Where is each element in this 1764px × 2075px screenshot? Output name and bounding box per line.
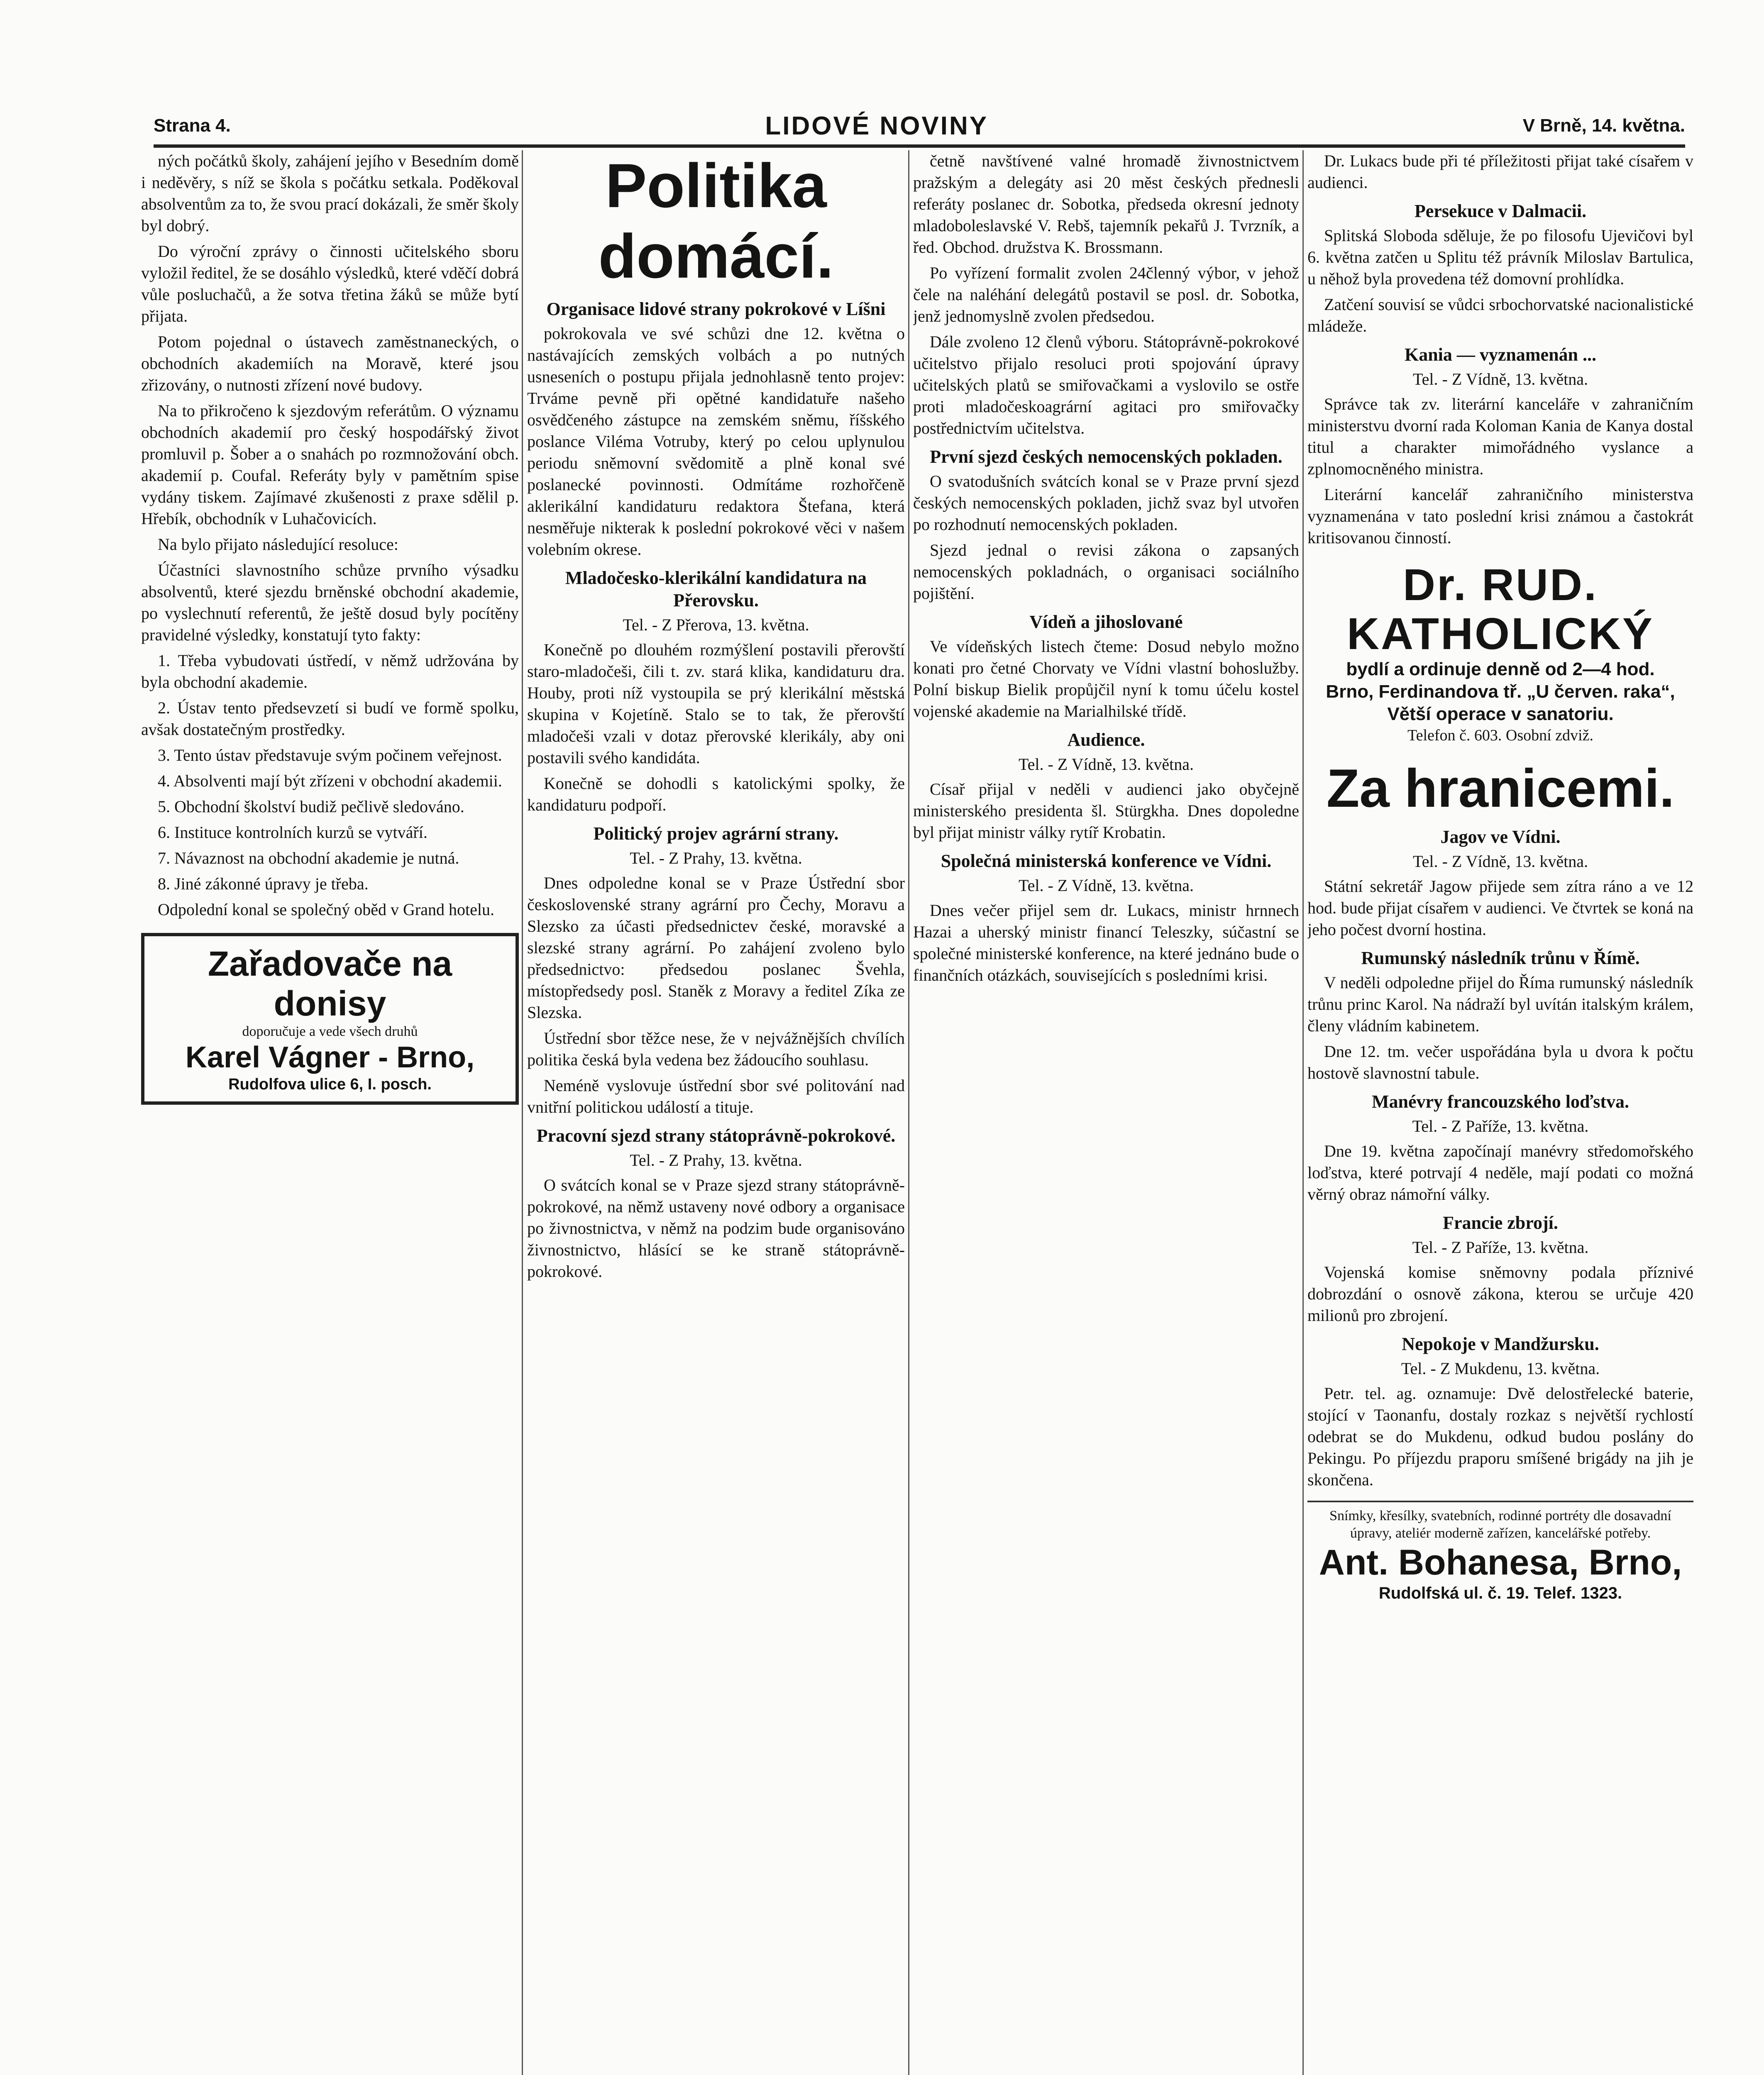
article-paragraph: Neméně vyslovuje ústřední sbor své politování nad vnitřní politickou událostí a tituje. bbox=[527, 1076, 905, 1116]
article-paragraph: Petr. tel. ag. oznamuje: Dvě delostřelecké baterie, stojící v Taonanfu, dostaly rozkaz s největší rychlostí odebrat se do Mukdenu, odkud budou poslány do Pekingu. Po příjezdu praporu smíšené brigády na jih je skončena. bbox=[1307, 1384, 1693, 1489]
section-title-abroad: Za hranicemi. bbox=[1326, 758, 1675, 818]
ad-address: Brno, Ferdinandova tř. „U červen. raka“, bbox=[1326, 681, 1675, 702]
article-headline: Pracovní sjezd strany státoprávně-pokrokové. bbox=[536, 1125, 896, 1146]
article-paragraph: Do výroční zprávy o činnosti učitelského sboru vyložil ředitel, že se dosáhlo výsledků, které vděčí dobrá vůle posluchačů, a že sotva třetina žáků se může bytí přijata. bbox=[141, 242, 519, 325]
vagner-ad bbox=[141, 933, 519, 1105]
article-dateline: Tel. - Z Prahy, 13. května. bbox=[630, 1151, 802, 1169]
article-headline: Organisace lidové strany pokrokové v Líšni bbox=[546, 299, 886, 319]
article-paragraph: Ve vídeňských listech čteme: Dosud nebylo možno konati pro četné Chorvaty ve Vídni vlastní bohoslužby. Polní biskup Bielik propůjčil nyní k tomu účelu kostel vojenské akademie na Marialhilské třídě. bbox=[913, 637, 1299, 720]
issue-date: V Brně, 14. května. bbox=[1522, 115, 1685, 136]
article-headline: Francie zbrojí. bbox=[1443, 1213, 1558, 1233]
article-paragraph: Dnes večer přijel sem dr. Lukacs, ministr hrnnech Hazai a uherský ministr financí Teleszky, súčastní se společné ministerské konference, na které jednáno bude o finančních otázkách, souvisejících s posledními krisi. bbox=[913, 901, 1299, 984]
article-paragraph: Sjezd jednal o revisi zákona o zapsaných nemocenských pokladnách, o organisaci sociálního pojištění. bbox=[913, 541, 1299, 603]
article-paragraph: 3. Tento ústav představuje svým počinem veřejnost. bbox=[158, 746, 502, 764]
article-headline: Persekuce v Dalmacii. bbox=[1414, 201, 1587, 221]
article-paragraph: 6. Instituce kontrolních kurzů se vytváří. bbox=[158, 823, 428, 842]
article-headline: Kania — vyznamenán ... bbox=[1404, 344, 1597, 365]
article-paragraph: O svatodušních svátcích konal se v Praze první sjezd českých nemocenských pokladen, jichž svaz byl utvořen po rozhodnutí nemocenských pokladen. bbox=[913, 472, 1299, 534]
article-dateline: Tel. - Z Vídně, 13. května. bbox=[1413, 370, 1588, 388]
column-1 bbox=[141, 150, 519, 2075]
bohanesa-ad bbox=[1307, 1501, 1693, 1604]
column-rule bbox=[908, 150, 909, 2075]
katholicky-ad bbox=[1307, 560, 1693, 745]
paper-title: LIDOVÉ NOVINY bbox=[765, 111, 989, 140]
column-4-foreign-articles bbox=[1307, 826, 1693, 1491]
column-2-articles bbox=[527, 298, 905, 1282]
column-2 bbox=[527, 150, 905, 2075]
article-paragraph: četně navštívené valné hromadě živnostnictvem pražským a delegáty asi 20 měst českých přednesli referáty poslanec dr. Sobotka, předseda okresní jednoty mladoboleslavské V. Rebš, tajemník pekařů J. Tvrzník, a řed. Obchod. družstva K. Brossmann. bbox=[913, 151, 1299, 256]
article-headline: Politický projev agrární strany. bbox=[593, 823, 839, 844]
article-dateline: Tel. - Z Přerova, 13. května. bbox=[623, 615, 809, 634]
article-paragraph: Potom pojednal o ústavech zaměstnaneckých, o obchodních akademiích na Moravě, které jsou zřizovány, o nutnosti zřízení nové budovy. bbox=[141, 332, 519, 394]
ad-address: Rudolfova ulice 6, I. posch. bbox=[228, 1076, 432, 1093]
ad-hours: bydlí a ordinuje denně od 2—4 hod. bbox=[1346, 659, 1655, 679]
article-paragraph: Literární kancelář zahraničního ministerstva vyznamenána v tato poslední krisi známou a častokrát kritisovanou činností. bbox=[1307, 485, 1693, 547]
column-1-text bbox=[141, 150, 519, 920]
article-headline: Společná ministerská konference ve Vídni. bbox=[941, 851, 1272, 871]
ad-doctor-name: Dr. RUD. KATHOLICKÝ bbox=[1347, 559, 1654, 659]
article-headline: Vídeň a jihoslované bbox=[1029, 612, 1183, 632]
article-paragraph: pokrokovala ve své schůzi dne 12. května o nastávajících zemských volbách a po nutných usneseních o postupu přijala jednohlasně tento projev: Trváme pevně při opětné kandidatuře našeho osvědčeného zástupce na zemském sněmu, říšského poslance Viléma Votruby, který po celou uplynulou periodu sněmovní svědomitě a plně konal své poslanecké povinnosti. Odmítáme rozhořčeně aklerikální kandidaturu redaktora Štefana, která nesměřuje nikterak k poslední pokrokové věci v našem volebním okrese. bbox=[527, 324, 905, 559]
article-paragraph: Správce tak zv. literární kanceláře v zahraničním ministerstvu dvorní rada Koloman Kania de Kanya dostal titul a charakter mimořádného vyslance a zplnomocněného ministra. bbox=[1307, 395, 1693, 478]
ad-subline: doporučuje a vede všech druhů bbox=[242, 1024, 418, 1039]
column-rule bbox=[1302, 150, 1304, 2075]
article-paragraph: Účastníci slavnostního schůze prvního výsadku absolventů, které sjezdu brněnské obchodní akademie, po vyslechnutí referentů, že ještě dosud byly pocítěny pravidelné výsledky, konstatují tyto fakty: bbox=[141, 561, 519, 644]
article-headline: Audience. bbox=[1067, 730, 1145, 750]
article-headline: Rumunský následník trůnu v Římě. bbox=[1361, 948, 1640, 968]
article-headline: Nepokoje v Mandžursku. bbox=[1402, 1334, 1599, 1354]
ad-description: Snímky, křesílky, svatebních, rodinné portréty dle dosavadní úpravy, ateliér moderně zařízen, kancelářské potřeby. bbox=[1329, 1508, 1671, 1541]
article-paragraph: 5. Obchodní školství budiž pečlivě sledováno. bbox=[158, 797, 464, 816]
article-paragraph: O svátcích konal se v Praze sjezd strany státoprávně-pokrokové, na němž ustaveny nové odbory a organisace po živnostnictva, v němž na podzim bude organisováno živnostnictvo, hlásící se ke straně státoprávně-pokrokové. bbox=[527, 1176, 905, 1281]
article-headline: Mladočesko-klerikální kandidatura na Přerovsku. bbox=[565, 568, 867, 610]
article-paragraph: ných počátků školy, zahájení jejího v Besedním domě i neděvěry, s níž se škola s počátku setkala. Poděkoval absolventům za to, že svou prací dokázali, že směr školy byl dobrý. bbox=[141, 151, 519, 235]
ad-company: Karel Vágner - Brno, bbox=[185, 1041, 475, 1074]
article-paragraph: Vojenská komise sněmovny podala příznivé dobrozdání o osnově zákona, kterou se určuje 420 milionů pro zbrojení. bbox=[1307, 1263, 1693, 1325]
section-title-domestic: Politika domácí. bbox=[598, 151, 834, 291]
ad-operations: Větší operace v sanatoriu. bbox=[1387, 704, 1614, 724]
article-paragraph: Dnes odpoledne konal se v Praze Ústřední sbor československé strany agrární pro Čechy, Moravu a Slezsko za účasti předsednictev české, moravské a slezské strany agrární. Po zahájení zvoleno bylo předsednictvo: předsedou poslanec Švehla, místopředsedy posl. Staněk z Moravy a ředitel Zíka ze Slezska. bbox=[527, 874, 905, 1022]
article-paragraph: Na bylo přijato následující resoluce: bbox=[158, 535, 398, 554]
ad-address: Rudolfská ul. č. 19. Telef. 1323. bbox=[1378, 1584, 1622, 1602]
article-paragraph: Po vyřízení formalit zvolen 24členný výbor, v jehož čele na naléhání delegátů postavil se posl. dr. Sobotka, jenž jednomyslně zvolen předsedou. bbox=[913, 264, 1299, 325]
article-paragraph: Konečně po dlouhém rozmýšlení postavili přerovští staro-mladočeši, čili t. zv. stará klika, kandidaturu dra. Houby, proti níž vystoupila se prý klerikální městská skupina v Kojetíně. Stalo se to tak, že přerovští mladočeši vzali v dotaz přerovské klerikály, aby oni postavili svého kandidáta. bbox=[527, 640, 905, 767]
article-paragraph: 1. Třeba vybudovati ústředí, v němž udržována by byla obchodní akademie. bbox=[141, 651, 519, 691]
article-paragraph: Na to přikročeno k sjezdovým referátům. O významu obchodních akademií pro český hospodářský život promluvil p. Šober a o snahách po rozmnožování obch. akademií p. Coufal. Referáty byly v pamětním spise vydány tiskem. Zajímavé zkušenosti z praxe sdělil p. Hřebík, obchodník v Luhačovicích. bbox=[141, 401, 519, 528]
article-dateline: Tel. - Z Paříže, 13. května. bbox=[1412, 1238, 1589, 1257]
article-paragraph: Dne 12. tm. večer uspořádána byla u dvora k počtu hostově slavnostní tabule. bbox=[1307, 1042, 1693, 1082]
article-paragraph: Dne 19. května započínají manévry středomořského loďstva, které potrvají 4 neděle, mají podati co možná věrný obraz námořní války. bbox=[1307, 1142, 1693, 1204]
article-headline: První sjezd českých nemocenských pokladen. bbox=[930, 447, 1283, 467]
article-headline: Manévry francouzského loďstva. bbox=[1371, 1091, 1630, 1112]
article-paragraph: Konečně se dohodli s katolickými spolky, že kandidaturu podpoří. bbox=[527, 774, 905, 814]
column-4-articles bbox=[1307, 150, 1693, 549]
article-dateline: Tel. - Z Paříže, 13. května. bbox=[1412, 1117, 1589, 1135]
article-paragraph: Státní sekretář Jagow přijede sem zítra ráno a ve 12 hod. bude přijat císařem v audienci. Ve čtvrtek se koná na jeho počest dvorní hostina. bbox=[1307, 877, 1693, 939]
article-dateline: Tel. - Z Vídně, 13. května. bbox=[1413, 852, 1588, 871]
article-paragraph: 8. Jiné zákonné úpravy je třeba. bbox=[158, 874, 369, 893]
column-3-articles bbox=[913, 150, 1299, 986]
ad-company: Ant. Bohanesa, Brno, bbox=[1319, 1543, 1682, 1582]
column-4 bbox=[1307, 150, 1693, 2075]
page-number: Strana 4. bbox=[154, 115, 231, 136]
article-paragraph: Dále zvoleno 12 členů výboru. Státoprávně-pokrokové učitelstvo přijalo resoluci proti spojování úpravy učitelských platů se smiřovačkami a vyslovilo se ostře proti mladočeskoagrární agitaci pro smiřovačky postřednictvím učitelstva. bbox=[913, 332, 1299, 437]
article-paragraph: Zatčení souvisí se vůdci srbochorvatské nacionalistické mládeže. bbox=[1307, 295, 1693, 335]
article-dateline: Tel. - Z Vídně, 13. května. bbox=[1019, 876, 1194, 895]
article-paragraph: 2. Ústav tento předsevzetí si budí ve formě spolku, avšak dostatečným prostředky. bbox=[141, 698, 519, 739]
article-paragraph: 4. Absolventi mají být zřízeni v obchodní akademii. bbox=[158, 771, 502, 790]
article-paragraph: Císař přijal v neděli v audienci jako obyčejně ministerského presidenta šl. Stürgkha. Dnes dopoledne byl přijat ministr války rytíř Krobatin. bbox=[913, 780, 1299, 842]
article-paragraph: Odpolední konal se společný oběd v Grand hotelu. bbox=[158, 900, 494, 919]
article-paragraph: V neděli odpoledne přijel do Říma rumunský následník trůnu princ Karol. Na nádraží byl uvítán italským králem, členy vládním kabinetem. bbox=[1307, 973, 1693, 1035]
article-headline: Jagov ve Vídni. bbox=[1440, 827, 1561, 847]
article-paragraph: 7. Návaznost na obchodní akademie je nutná. bbox=[158, 849, 459, 867]
masthead bbox=[154, 107, 1685, 148]
article-paragraph: Dr. Lukacs bude při té příležitosti přijat také císařem v audienci. bbox=[1307, 151, 1693, 192]
ad-headline: Zařadovače na donisy bbox=[208, 944, 452, 1023]
article-paragraph: Splitská Sloboda sděluje, že po filosofu Ujevičovi byl 6. května zatčen u Splitu též právník Miloslav Bartulica, u něhož byla provedena též domovní prohlídka. bbox=[1307, 226, 1693, 288]
article-dateline: Tel. - Z Vídně, 13. května. bbox=[1019, 755, 1194, 774]
column-3 bbox=[913, 150, 1299, 2075]
ad-phone: Telefon č. 603. Osobní zdviž. bbox=[1407, 727, 1593, 744]
article-dateline: Tel. - Z Mukdenu, 13. května. bbox=[1401, 1359, 1600, 1378]
article-paragraph: Ústřední sbor těžce nese, že v nejvážnějších chvílích politika česká byla vedena bez žádoucího souhlasu. bbox=[527, 1029, 905, 1069]
article-dateline: Tel. - Z Prahy, 13. května. bbox=[630, 849, 802, 867]
column-rule bbox=[522, 150, 523, 2075]
